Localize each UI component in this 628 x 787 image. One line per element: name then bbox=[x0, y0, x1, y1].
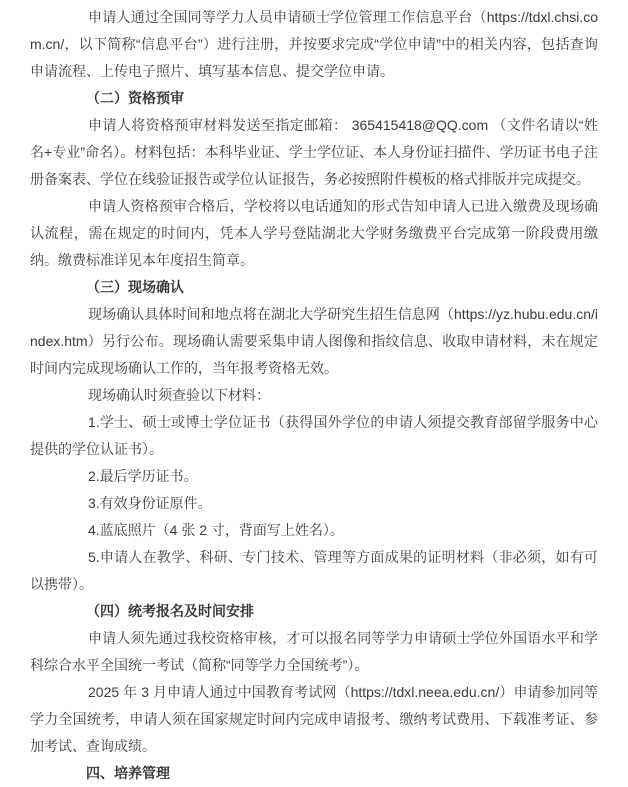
list-item-2-final-diploma: 2.最后学历证书。 bbox=[88, 468, 198, 484]
list-item-5-achievement-proof: 5.申请人在教学、科研、专门技术、管理等方面成果的证明材料（非必须，如有可以携带）。 bbox=[30, 549, 598, 592]
list-item-4-blue-background-photos: 4.蓝底照片（4 张 2 寸，背面写上姓名）。 bbox=[88, 522, 344, 538]
section-heading-onsite-confirmation: （三）现场确认 bbox=[86, 279, 184, 295]
paragraph-exam-eligibility: 申请人须先通过我校资格审核，才可以报名同等学力申请硕士学位外国语水平和学科综合水平全国统一考试（简称“同等学力全国统考”）。 bbox=[30, 630, 598, 673]
paragraph-info-platform-registration: 申请人通过全国同等学力人员申请硕士学位管理工作信息平台（https://tdxl.chsi.com.cn/，以下简称“信息平台”）进行注册，并按要求完成“学位申请”中的相关内容，包括查询申请流程、上传电子照片、填写基本信息、提交学位申请。 bbox=[30, 9, 598, 79]
paragraph-pre-review-email-materials: 申请人将资格预审材料发送至指定邮箱： 365415418@QQ.com （文件名请以“姓名+专业”命名）。材料包括：本科毕业证、学士学位证、本人身份证扫描件、学历证书电子注册备案表、学位在线验证报告或学位认证报告，务必按照附件模板的格式排版并完成提交。 bbox=[30, 117, 598, 187]
list-item-3-valid-id-original: 3.有效身份证原件。 bbox=[88, 495, 212, 511]
paragraph-neea-exam-registration-2025: 2025 年 3 月申请人通过中国教育考试网（https://tdxl.neea.edu.cn/）申请参加同等学力全国统考，申请人须在国家规定时间内完成申请报考、缴纳考试费用、下载准考证、参加考试、查询成绩。 bbox=[30, 684, 598, 754]
paragraph-payment-notification: 申请人资格预审合格后，学校将以电话通知的形式告知申请人已进入缴费及现场确认流程，需在规定的时间内，凭本人学号登陆湖北大学财务缴费平台完成第一阶段费用缴纳。缴费标准详见本年度招生简章。 bbox=[30, 198, 598, 268]
section-heading-national-exam-registration: （四）统考报名及时间安排 bbox=[86, 603, 254, 619]
section-heading-qualification-pre-review: （二）资格预审 bbox=[86, 90, 184, 106]
paragraph-onsite-confirmation-details: 现场确认具体时间和地点将在湖北大学研究生招生信息网（https://yz.hubu.edu.cn/index.htm）另行公布。现场确认需要采集申请人图像和指纹信息、收取申请材料，未在规定时间内完成现场确认工作的，当年报考资格无效。 bbox=[30, 306, 598, 376]
list-item-1-degree-certificates: 1.学士、硕士或博士学位证书（获得国外学位的申请人须提交教育部留学服务中心提供的学位认证书）。 bbox=[30, 414, 598, 457]
paragraph-materials-check-intro: 现场确认时须查验以下材料： bbox=[88, 387, 270, 403]
section-heading-training-management: 四、培养管理 bbox=[86, 765, 170, 781]
